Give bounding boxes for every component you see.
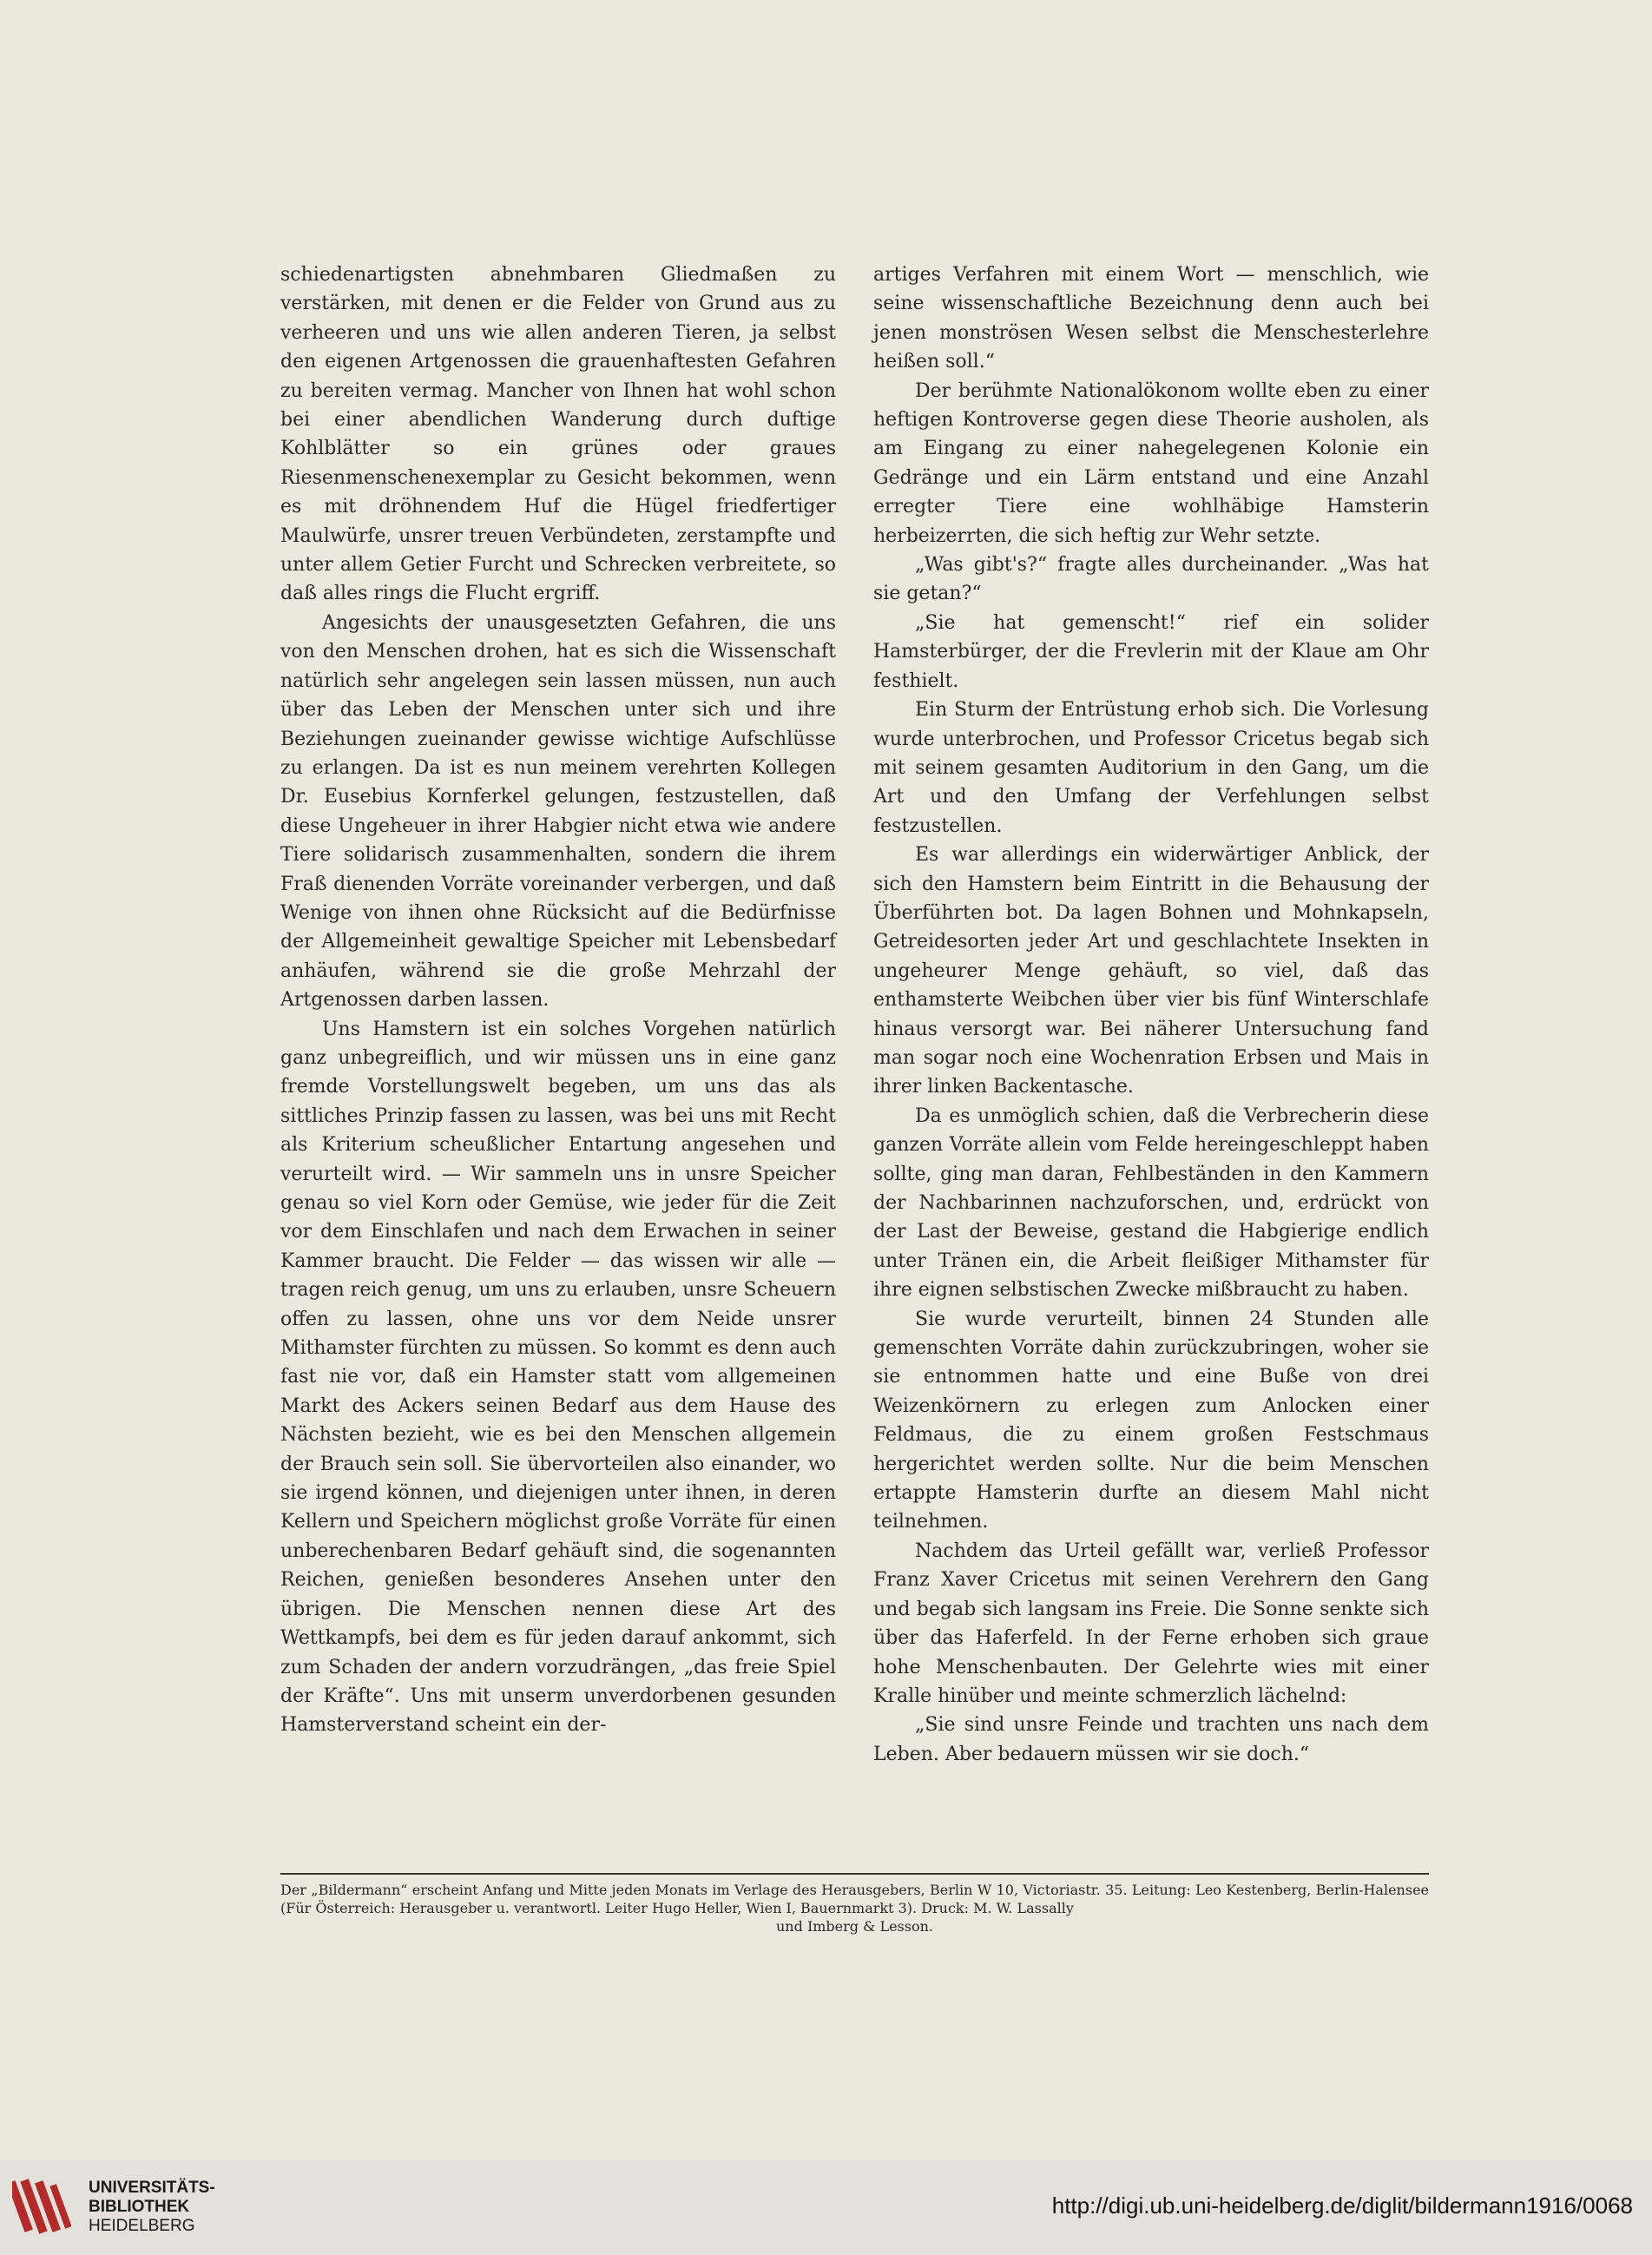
paragraph: Der berühmte Nationalökonom wollte eben zu einer heftigen Kontroverse gegen diese Theorie ausholen, als am Eingang zu einer nahegelegenen Kolonie ein Gedränge und ein Lärm entstand und eine Anzahl erregter Tiere eine wohlhäbige Hamsterin herbeizerrten, die sich heftig zur Wehr setzte. <box>873 379 1429 547</box>
text-column-right <box>873 260 1429 1769</box>
imprint-divider <box>280 1873 1429 1875</box>
text-column-left <box>280 260 836 1740</box>
paragraph: Sie wurde verurteilt, binnen 24 Stunden alle gemenschten Vorräte dahin zurückzubringen, woher sie sie entnommen hatte und eine Buße von drei Weizenkörnern zu erlegen zum Anlocken einer Feldmaus, die zu einem großen Festschmaus hergerichtet werden sollte. Nur die beim Menschen ertappte Hamsterin durfte an diesem Mahl nicht teilnehmen. <box>873 1308 1429 1533</box>
paragraph: Ein Sturm der Entrüstung erhob sich. Die Vorlesung wurde unterbrochen, und Professor Cricetus begab sich mit seinem gesamten Auditorium in den Gang, um die Art und den Umfang der Verfehlungen selbst festzustellen. <box>873 699 1429 837</box>
paragraph: Angesichts der unausgesetzten Gefahren, die uns von den Menschen drohen, hat es sich die Wissenschaft natürlich sehr angelegen sein lassen müssen, nun auch über das Leben der Menschen unter sich und ihre Beziehungen zueinander gewisse wichtige Aufschlüsse zu erlangen. Da ist es nun meinem verehrten Kollegen Dr. Eusebius Kornferkel gelungen, festzustellen, daß diese Ungeheuer in ihrer Habgier nicht etwa wie andere Tiere solidarisch zusammenhalten, sondern die ihrem Fraß dienenden Vorräte voreinander verbergen, und daß Wenige von ihnen ohne Rücksicht auf die Bedürfnisse der Allgemeinheit gewaltige Speicher mit Lebensbedarf anhäufen, während sie die große Mehrzahl der Artgenossen darben lassen. <box>280 611 836 1012</box>
library-name-line: BIBLIOTHEK <box>89 2198 190 2216</box>
library-name-line: HEIDELBERG <box>89 2217 195 2235</box>
paragraph: „Sie hat gemenscht!“ rief ein solider Hamsterbürger, der die Frevlerin mit der Klaue am Ohr festhielt. <box>873 611 1429 692</box>
paragraph: schiedenartigsten abnehmbaren Gliedmaßen zu verstärken, mit denen er die Felder von Grund aus zu verheeren und uns wie allen anderen Tieren, ja selbst den eigenen Artgenossen die grauenhaftesten Gefahren zu bereiten vermag. Mancher von Ihnen hat wohl schon bei einer abendlichen Wanderung durch duftige Kohlblätter so ein grünes oder graues Riesenmenschenexemplar zu Gesicht bekommen, wenn es mit dröhnendem Huf die Hügel friedfertiger Maulwürfe, unsrer treuen Verbündeten, zerstampfte und unter allem Getier Furcht und Schrecken verbreitete, so daß alles rings die Flucht ergriff. <box>280 264 836 605</box>
paragraph: Es war allerdings ein widerwärtiger Anblick, der sich den Hamstern beim Eintritt in die Behausung der Überführten bot. Da lagen Bohnen und Mohnkapseln, Getreidesorten jeder Art und geschlachtete Insekten in ungeheurer Menge gehäuft, so viel, daß das enthamsterte Weibchen über vier bis fünf Winterschlafe hinaus versorgt war. Bei näherer Untersuchung fand man sogar noch eine Wochenration Erbsen und Mais in ihrer linken Backentasche. <box>873 844 1429 1098</box>
imprint-line: und Imberg & Lesson. <box>776 1918 933 1935</box>
library-name-line: UNIVERSITÄTS- <box>89 2179 215 2197</box>
paragraph: Da es unmöglich schien, daß die Verbrecherin diese ganzen Vorräte allein vom Felde hereingeschleppt haben sollte, ging man daran, Fehlbeständen in den Kammern der Nachbarinnen nachzuforschen, und, erdrückt von der Last der Beweise, gestand die Habgierige endlich unter Tränen ein, die Arbeit fleißiger Mithamster für ihre eignen selbstischen Zwecke mißbraucht zu haben. <box>873 1104 1429 1302</box>
paragraph: artiges Verfahren mit einem Wort — menschlich, wie seine wissenschaftliche Bezeichnung denn auch bei jenen monströsen Wesen selbst die Menschesterlehre heißen soll.“ <box>873 264 1429 373</box>
paragraph: Nachdem das Urteil gefällt war, verließ Professor Franz Xaver Cricetus mit seinen Verehrern den Gang und begab sich langsam ins Freie. Die Sonne senkte sich über das Haferfeld. In der Ferne erhoben sich graue hohe Menschenbauten. Der Gelehrte wies mit einer Kralle hinüber und meinte schmerzlich lächelnd: <box>873 1540 1429 1707</box>
imprint <box>280 1881 1429 1935</box>
paragraph: „Sie sind unsre Feinde und trachten uns nach dem Leben. Aber bedauern müssen wir sie doch.“ <box>873 1714 1429 1765</box>
university-library-logo-icon <box>12 2175 71 2238</box>
source-url-link[interactable]: http://digi.ub.uni-heidelberg.de/diglit/bildermann1916/0068 <box>1051 2192 1633 2219</box>
library-name <box>89 2179 215 2236</box>
paragraph: Uns Hamstern ist ein solches Vorgehen natürlich ganz unbegreiflich, und wir müssen uns in eine ganz fremde Vorstellungswelt begeben, um uns das als sittliches Prinzip fassen zu lassen, was bei uns mit Recht als Kriterium scheußlicher Entartung angesehen und verurteilt wird. — Wir sammeln uns in unsre Speicher genau so viel Korn oder Gemüse, wie jeder für die Zeit vor dem Einschlafen und nach dem Erwachen in seiner Kammer braucht. Die Felder — das wissen wir alle — tragen reich genug, um uns zu erlauben, unsre Scheuern offen zu lassen, ohne uns vor dem Neide unsrer Mithamster fürchten zu müssen. So kommt es denn auch fast nie vor, daß ein Hamster statt vom allgemeinen Markt des Ackers seinen Bedarf aus dem Hause des Nächsten bezieht, wie es bei den Menschen allgemein der Brauch sein soll. Sie übervorteilen also einander, wo sie irgend können, und diejenigen unter ihnen, in deren Kellern und Speichern möglichst große Vorräte für einen unberechenbaren Bedarf gehäuft sind, die sogenannten Reichen, genießen besonderes Ansehen unter den übrigen. Die Menschen nennen diese Art des Wettkampfs, bei dem es für jeden darauf ankommt, sich zum Schaden der andern vorzudrängen, „das freie Spiel der Kräfte“. Uns mit unserm unverdorbenen gesunden Hamsterverstand scheint ein der- <box>280 1018 836 1737</box>
paragraph: „Was gibt's?“ fragte alles durcheinander. „Was hat sie getan?“ <box>873 554 1429 605</box>
imprint-line: Der „Bildermann“ erscheint Anfang und Mitte jeden Monats im Verlage des Herausgebers, Berlin W 10, Victoriastr. 35. Leitung: Leo Kestenberg, Berlin-Halensee (Für Österreich: Herausgeber u. verantwortl. Leiter Hugo Heller, Wien I, Bauernmarkt 3). Druck: M. W. Lassally <box>280 1882 1429 1916</box>
